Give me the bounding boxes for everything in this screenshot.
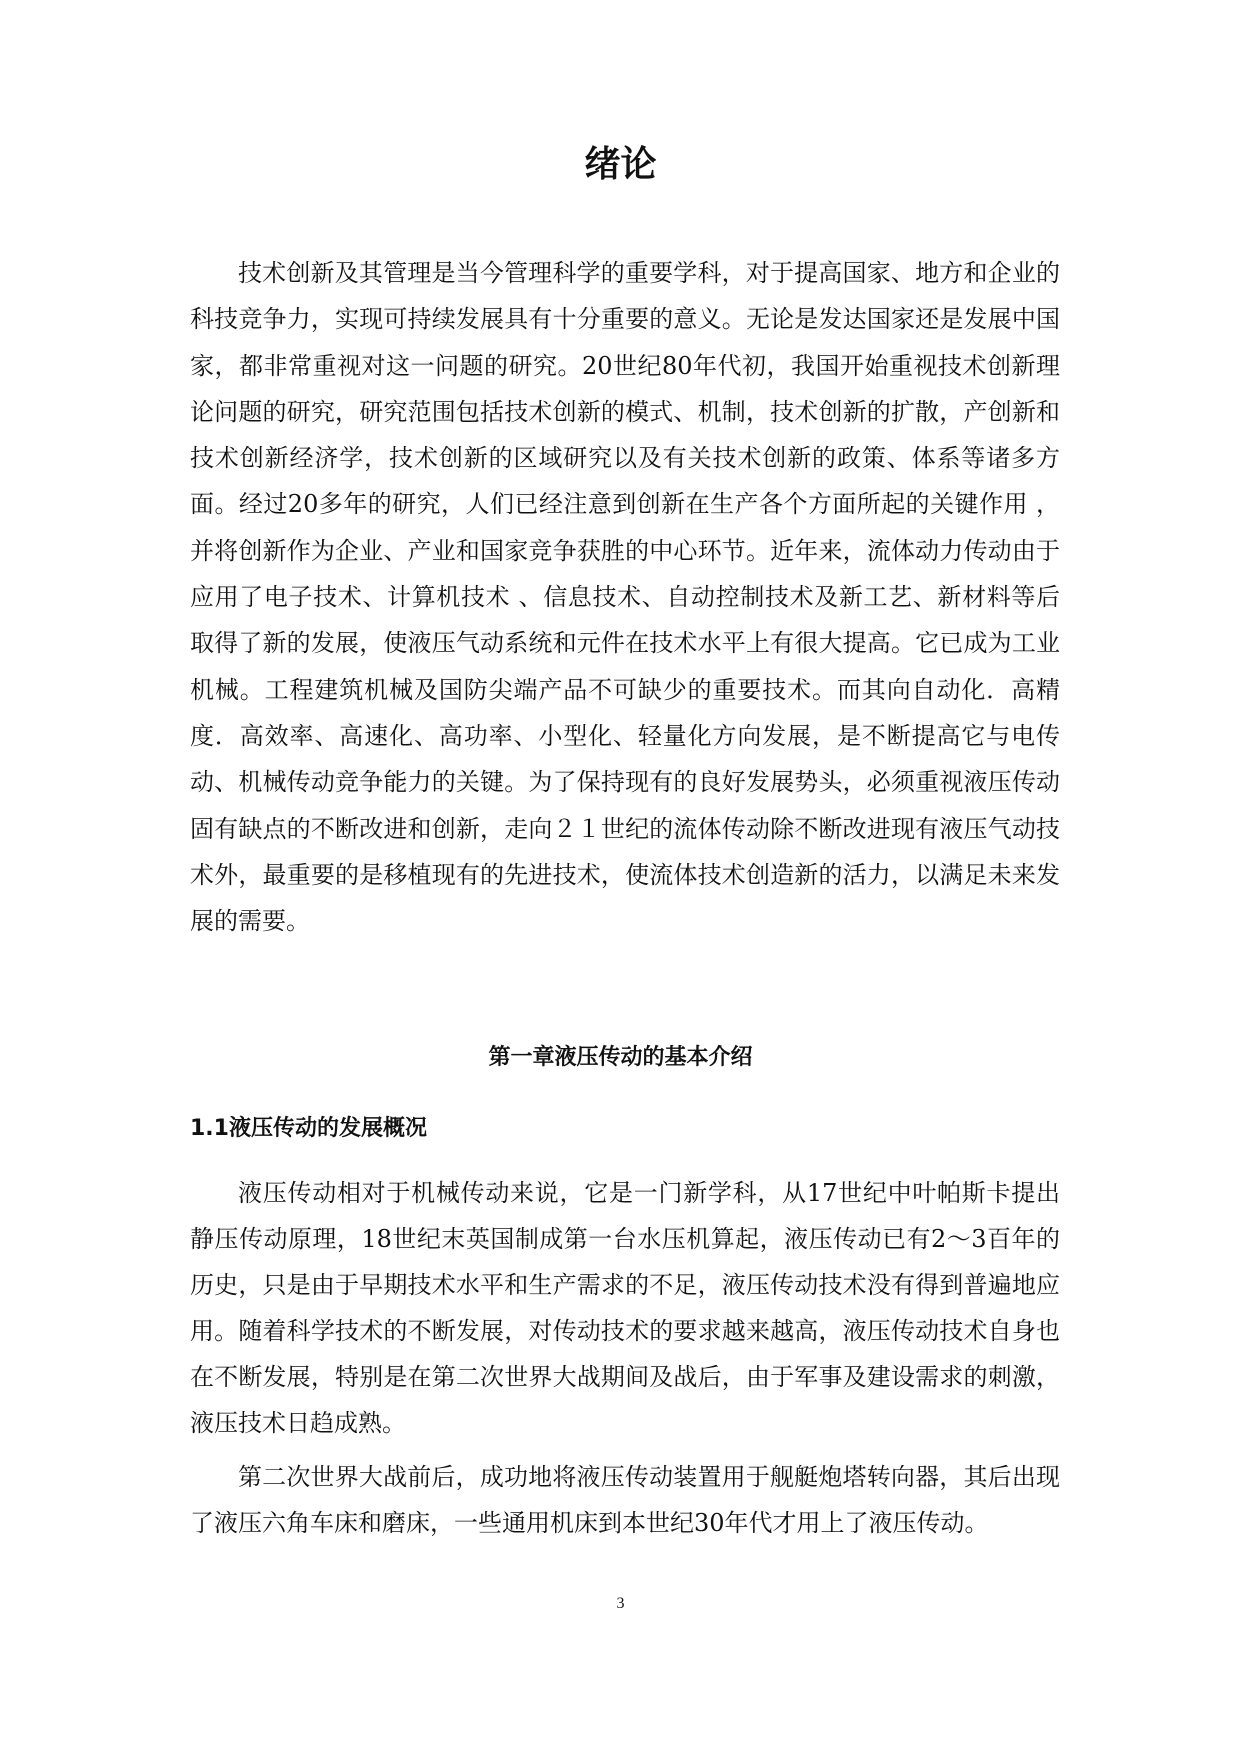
section-paragraph-2: 第二次世界大战前后，成功地将液压传动装置用于舰艇炮塔转向器，其后出现了液压六角车床和磨床，一些通用机床到本世纪30年代才用上了液压传动。	[190, 1463, 1060, 1537]
page-number: 3	[616, 1595, 625, 1612]
section-paragraph-1: 液压传动相对于机械传动来说，它是一门新学科，从17世纪中叶帕斯卡提出静压传动原理，18世纪末英国制成第一台水压机算起，液压传动已有2～3百年的历史，只是由于早期技术水平和生产需求的不足，液压传动技术没有得到普遍地应用。随着科学技术的不断发展，对传动技术的要求越来越高，液压传动技术自身也在不断发展，特别是在第二次世界大战期间及战后，由于军事及建设需求的刺激，液压技术日趋成熟。	[190, 1179, 1060, 1437]
page-title: 绪论	[584, 144, 657, 185]
section-heading: 1.1液压传动的发展概况	[190, 1116, 427, 1141]
intro-paragraph: 技术创新及其管理是当今管理科学的重要学科，对于提高国家、地方和企业的科技竞争力，实现可持续发展具有十分重要的意义。无论是发达国家还是发展中国家，都非常重视对这一问题的研究。20世纪80年代初，我国开始重视技术创新理论问题的研究，研究范围包括技术创新的模式、机制，技术创新的扩散，产创新和技术创新经济学，技术创新的区域研究以及有关技术创新的政策、体系等诸多方面。经过20多年的研究，人们已经注意到创新在生产各个方面所起的关键作用 ，并将创新作为企业、产业和国家竞争获胜的中心环节。近年来，流体动力传动由于应用了电子技术、计算机技术 、信息技术、自动控制技术及新工艺、新材料等后取得了新的发展，使液压气动系统和元件在技术水平上有很大提高。它已成为工业机械。工程建筑机械及国防尖端产品不可缺少的重要技术。而其向自动化．高精度．高效率、高速化、高功率、小型化、轻量化方向发展，是不断提高它与电传动、机械传动竞争能力的关键。为了保持现有的良好发展势头，必须重视液压传动固有缺点的不断改进和创新，走向２１世纪的流体传动除不断改进现有液压气动技术外，最重要的是移植现有的先进技术，使流体技术创造新的活力，以满足未来发展的需要。	[190, 259, 1060, 936]
chapter-heading: 第一章液压传动的基本介绍	[488, 1045, 753, 1070]
